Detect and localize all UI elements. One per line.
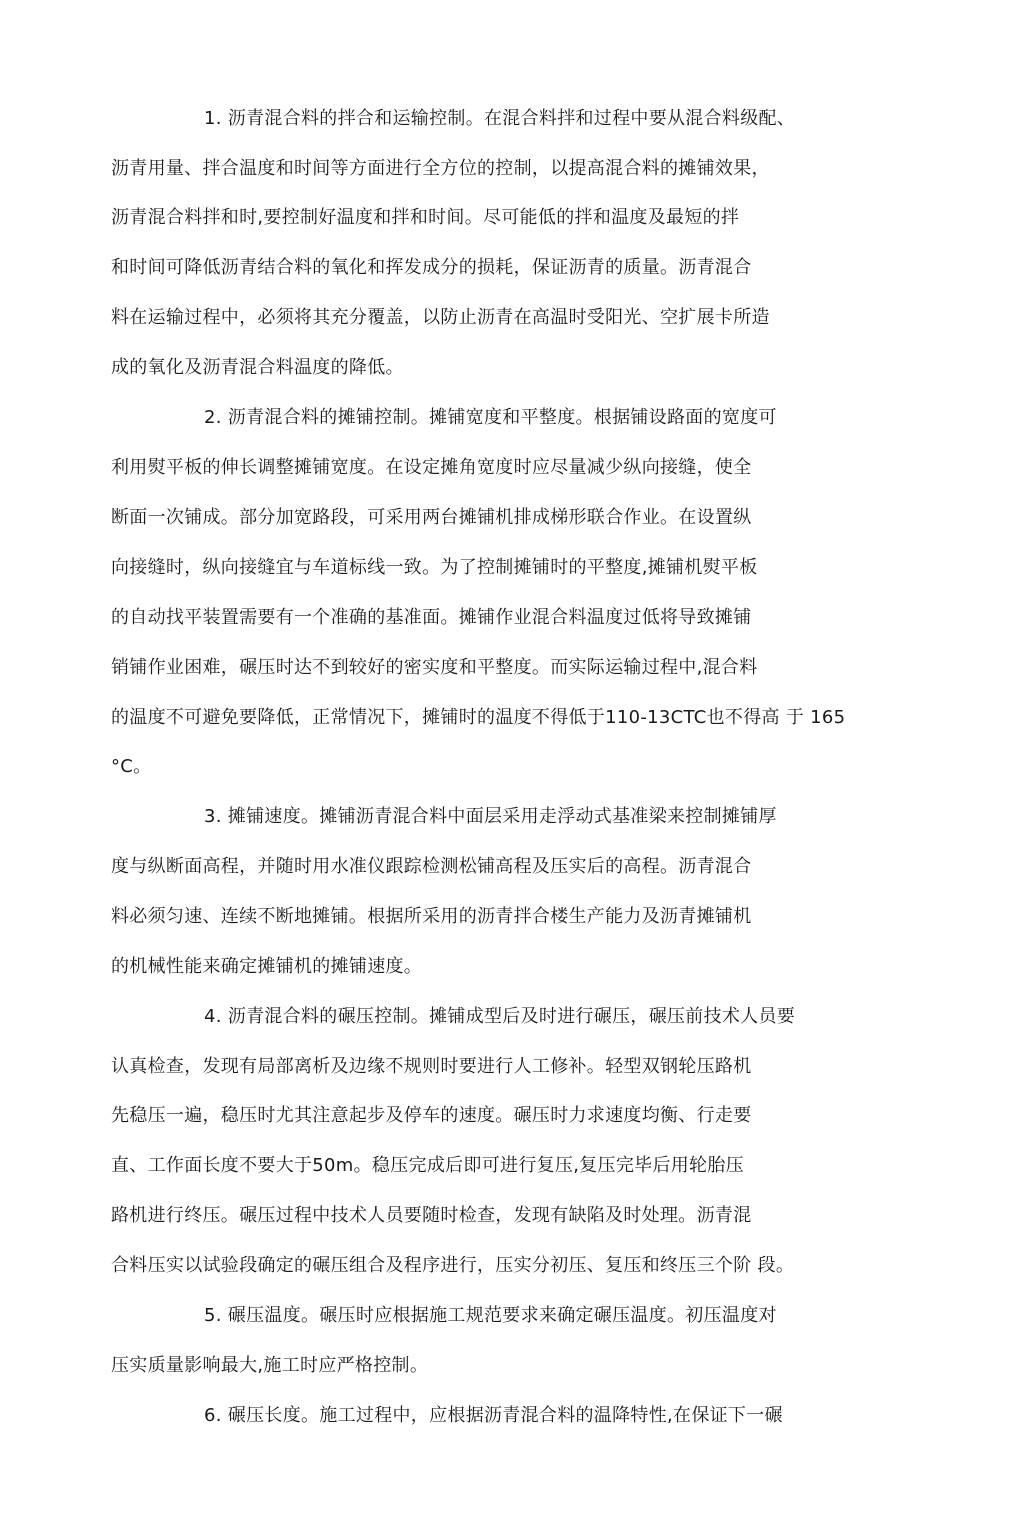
text-line: °C。: [111, 756, 152, 777]
text-line: 认真检查，发现有局部离析及边缘不规则时要进行人工修补。轻型双钢轮压路机: [111, 1056, 752, 1077]
text-line: 度与纵断面高程，并随时用水准仪跟踪检测松铺高程及压实后的高程。沥青混合: [111, 856, 752, 877]
text-line: 6. 碾压长度。施工过程中，应根据沥青混合料的温降特性,在保证下一碾: [204, 1405, 783, 1426]
text-line: 的自动找平装置需要有一个准确的基准面。摊铺作业混合料温度过低将导致摊铺: [111, 607, 752, 628]
text-line: 销铺作业困难，碾压时达不到较好的密实度和平整度。而实际运输过程中,混合料: [111, 657, 758, 678]
text-line: 路机进行终压。碾压过程中技术人员要随时检查，发现有缺陷及时处理。沥青混: [111, 1205, 752, 1226]
text-line: 合料压实以试验段确定的碾压组合及程序进行，压实分初压、复压和终压三个阶 段。: [111, 1255, 795, 1276]
text-line: 先稳压一遍，稳压时尤其注意起步及停车的速度。碾压时力求速度均衡、行走要: [111, 1105, 752, 1126]
text-line: 4. 沥青混合料的碾压控制。摊铺成型后及时进行碾压，碾压前技术人员要: [204, 1006, 796, 1027]
text-line: 1. 沥青混合料的拌合和运输控制。在混合料拌和过程中要从混合料级配、: [204, 108, 796, 129]
text-line: 压实质量影响最大,施工时应严格控制。: [111, 1355, 429, 1376]
text-line: 的机械性能来确定摊铺机的摊铺速度。: [111, 956, 423, 977]
text-line: 和时间可降低沥青结合料的氧化和挥发成分的损耗，保证沥青的质量。沥青混合: [111, 257, 752, 278]
text-line: 料在运输过程中，必须将其充分覆盖，以防止沥青在高温时受阳光、空扩展卡所造: [111, 307, 770, 328]
text-line: 的温度不可避免要降低，正常情况下，摊铺时的温度不得低于110-13CTC也不得高 于 165: [111, 707, 846, 728]
text-line: 沥青用量、拌合温度和时间等方面进行全方位的控制，以提高混合料的摊铺效果，: [111, 158, 770, 179]
text-line: 沥青混合料拌和时,要控制好温度和拌和时间。尽可能低的拌和温度及最短的拌: [111, 207, 740, 228]
text-line: 断面一次铺成。部分加宽路段，可采用两台摊铺机排成梯形联合作业。在设置纵: [111, 507, 752, 528]
text-line: 3. 摊铺速度。摊铺沥青混合料中面层采用走浮动式基准梁来控制摊铺厚: [204, 806, 777, 827]
text-line: 利用熨平板的伸长调整摊铺宽度。在设定摊角宽度时应尽量减少纵向接缝，使全: [111, 457, 752, 478]
text-line: 直、工作面长度不要大于50m。稳压完成后即可进行复压,复压完毕后用轮胎压: [111, 1155, 744, 1176]
text-line: 2. 沥青混合料的摊铺控制。摊铺宽度和平整度。根据铺设路面的宽度可: [204, 407, 777, 428]
text-line: 料必须匀速、连续不断地摊铺。根据所采用的沥青拌合楼生产能力及沥青摊铺机: [111, 906, 752, 927]
text-line: 向接缝时，纵向接缝宜与车道标线一致。为了控制摊铺时的平整度,摊铺机熨平板: [111, 557, 758, 578]
text-line: 成的氧化及沥青混合料温度的降低。: [111, 357, 404, 378]
text-line: 5. 碾压温度。碾压时应根据施工规范要求来确定碾压温度。初压温度对: [204, 1305, 777, 1326]
